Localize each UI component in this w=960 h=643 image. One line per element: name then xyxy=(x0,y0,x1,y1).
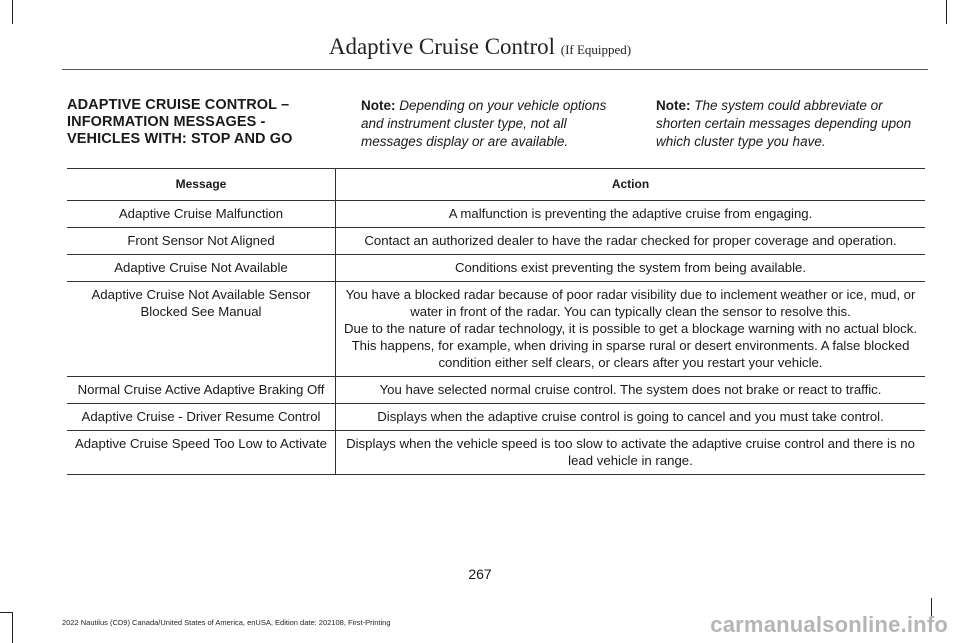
watermark: carmanualsonline.info xyxy=(710,612,948,637)
page-number: 267 xyxy=(468,566,492,582)
message-cell: Adaptive Cruise Speed Too Low to Activate xyxy=(67,431,336,475)
note-text: Depending on your vehicle options and instrument cluster type, not all messages display or are available. xyxy=(361,98,607,149)
action-text: Due to the nature of radar technology, it is possible to get a blockage warning with no actual block. This happens, for example, when driving in sparse rural or desert environments. A false blocked condition either self clears, or clears after you restart your vehicle. xyxy=(343,321,918,370)
action-cell xyxy=(336,282,926,377)
table-row xyxy=(67,255,925,282)
action-cell xyxy=(336,228,926,255)
crop-mark-top-left xyxy=(12,0,13,24)
action-cell xyxy=(336,201,926,228)
action-text: A malfunction is preventing the adaptive cruise from engaging. xyxy=(448,206,813,221)
message-cell: Adaptive Cruise Not Available Sensor Blocked See Manual xyxy=(67,282,336,377)
crop-mark-bottom-left xyxy=(12,612,13,643)
table-row xyxy=(67,201,925,228)
action-text: You have selected normal cruise control. The system does not brake or react to traffic. xyxy=(379,382,882,397)
action-text: Conditions exist preventing the system from being available. xyxy=(454,260,807,275)
column-header-message: Message xyxy=(67,169,336,201)
note-options xyxy=(361,97,631,151)
note-abbreviation xyxy=(656,97,931,151)
message-cell: Adaptive Cruise Malfunction xyxy=(67,201,336,228)
action-cell xyxy=(336,255,926,282)
action-text: Displays when the adaptive cruise control is going to cancel and you must take control. xyxy=(377,409,884,424)
action-text: Displays when the vehicle speed is too slow to activate the adaptive cruise control and there is no lead vehicle in range. xyxy=(346,436,915,468)
note-label: Note: xyxy=(361,98,396,113)
footer-edition: 2022 Nautilus (CD9) Canada/United States of America, enUSA, Edition date: 202108, First-Printing xyxy=(62,618,391,627)
note-text: The system could abbreviate or shorten certain messages depending upon which cluster type you have. xyxy=(656,98,912,149)
header-divider xyxy=(62,69,928,70)
table-row xyxy=(67,431,925,475)
message-cell: Normal Cruise Active Adaptive Braking Off xyxy=(67,377,336,404)
table-row xyxy=(67,282,925,377)
message-cell: Adaptive Cruise - Driver Resume Control xyxy=(67,404,336,431)
action-cell xyxy=(336,404,926,431)
table-row xyxy=(67,228,925,255)
action-cell xyxy=(336,431,926,475)
table-row xyxy=(67,404,925,431)
action-cell xyxy=(336,377,926,404)
crop-mark-bottom-left-h xyxy=(0,612,12,613)
page-title-subtitle: (If Equipped) xyxy=(560,42,632,57)
crop-mark-top-right xyxy=(946,0,947,24)
message-cell: Front Sensor Not Aligned xyxy=(67,228,336,255)
message-cell: Adaptive Cruise Not Available xyxy=(67,255,336,282)
page-title-text: Adaptive Cruise Control xyxy=(328,34,555,59)
page-title xyxy=(0,34,960,60)
table-row xyxy=(67,377,925,404)
action-text: Contact an authorized dealer to have the radar checked for proper coverage and operation. xyxy=(364,233,897,248)
action-text: You have a blocked radar because of poor radar visibility due to inclement weather or ice, mud, or water in front of the radar. You can typically clean the sensor to resolve this. xyxy=(345,287,916,319)
column-header-action: Action xyxy=(336,169,926,201)
section-heading: ADAPTIVE CRUISE CONTROL – INFORMATION MESSAGES - VEHICLES WITH: STOP AND GO xyxy=(67,97,293,147)
table-header-row xyxy=(67,169,925,201)
note-label: Note: xyxy=(656,98,691,113)
messages-table xyxy=(67,168,925,475)
